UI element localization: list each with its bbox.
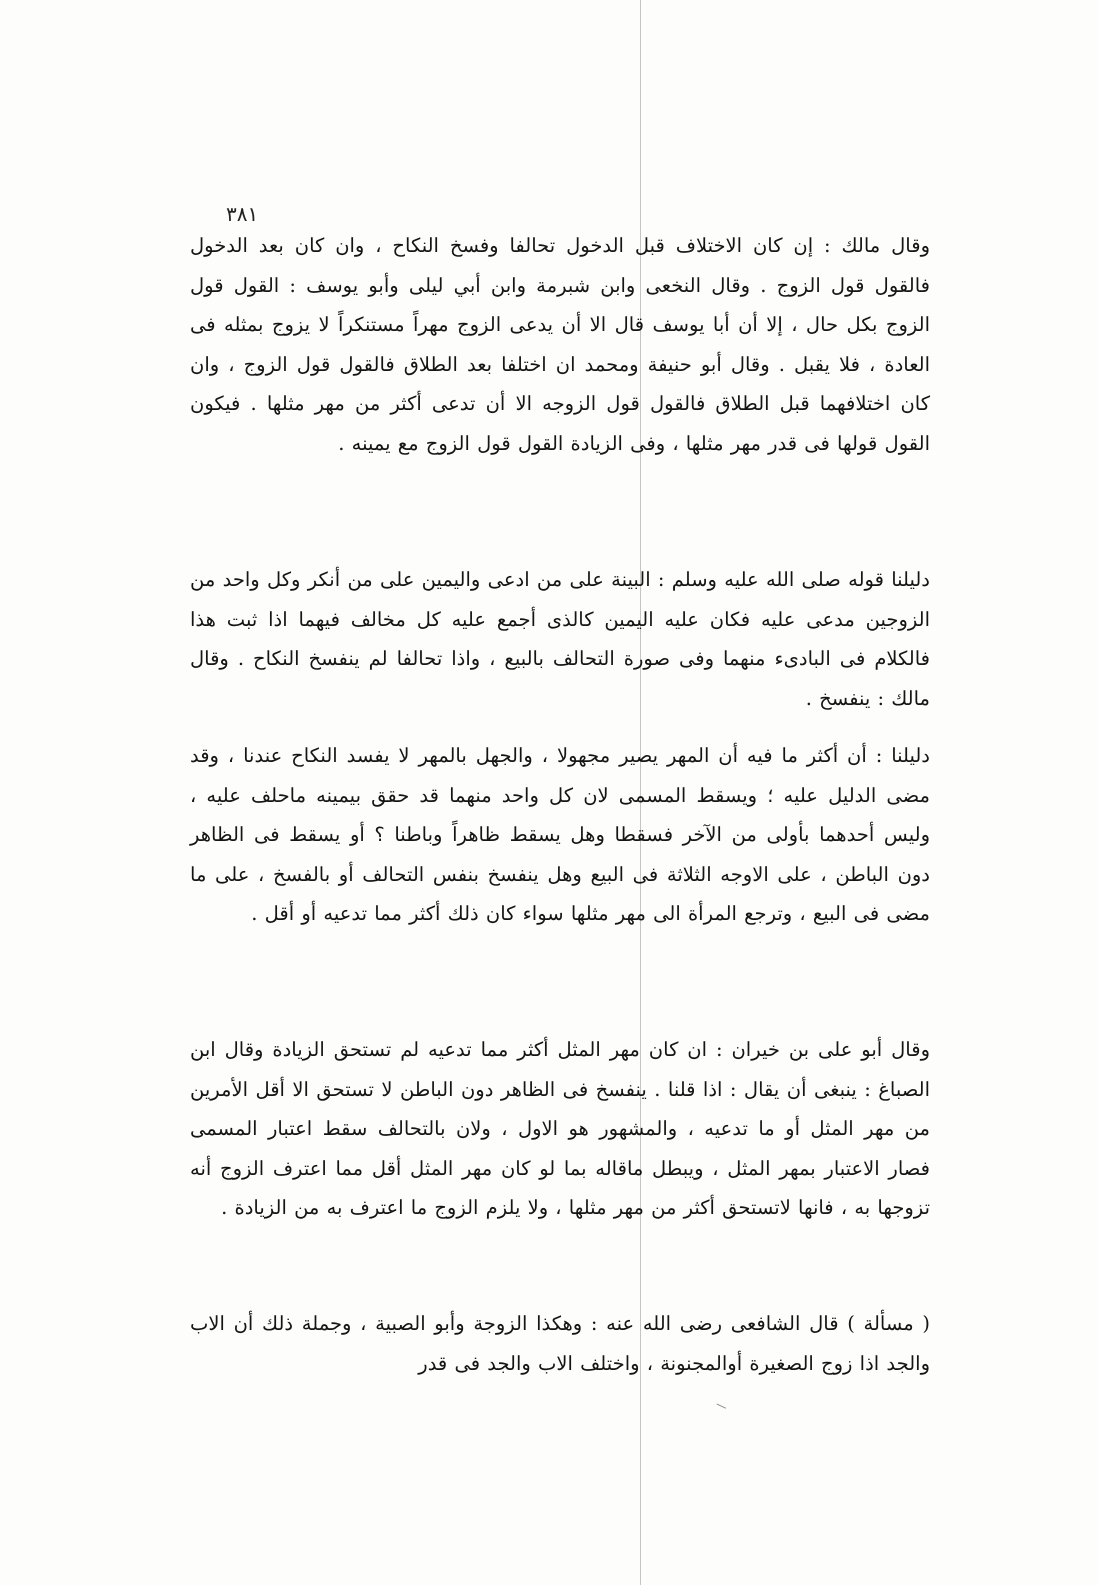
page-number: ٣٨١ bbox=[226, 202, 259, 226]
paragraph-text: ( مسألة ) قال الشافعى رضى الله عنه : وهكذا الزوجة وأبو الصبية ، وجملة ذلك أن الاب والجد اذا زوج الصغيرة أوالمجنونة ، واختلف الاب والجد فى قدر bbox=[190, 1312, 930, 1375]
scan-mark bbox=[717, 1396, 730, 1408]
paragraph-text: وقال مالك : إن كان الاختلاف قبل الدخول تحالفا وفسخ النكاح ، وان كان بعد الدخول فالقول قول الزوج . وقال النخعى وابن شبرمة وابن أبي ليلى وأبو يوسف : القول قول الزوج بكل حال ، إلا أن أبا يوسف قال الا أن يدعى الزوج مهراً مستنكراً لا يزوج بمثله فى العادة ، فلا يقبل . وقال أبو حنيفة ومحمد ان اختلفا بعد الطلاق فالقول قول الزوج ، وان كان اختلافهما قبل الطلاق فالقول قول الزوجه الا أن تدعى أكثر من مهر مثلها . فيكون القول قولها فى قدر مهر مثلها ، وفى الزيادة القول قول الزوج مع يمينه . bbox=[190, 234, 930, 455]
paragraph-text: وقال أبو على بن خيران : ان كان مهر المثل أكثر مما تدعيه لم تستحق الزيادة وقال ابن الصباغ : ينبغى أن يقال : اذا قلنا . ينفسخ فى الظاهر دون الباطن لا تستحق الا أقل الأمرين من مهر المثل أو ما تدعيه ، والمشهور هو الاول ، ولان بالتحالف سقط اعتبار المسمى فصار الاعتبار بمهر المثل ، ويبطل ماقاله بما لو كان مهر المثل أقل مما اعترف الزوج أنه تزوجها به ، فانها لاتستحق أكثر من مهر مثلها ، ولا يلزم الزوج ما اعترف به من الزيادة . bbox=[190, 1038, 930, 1220]
paragraph-3 bbox=[190, 736, 930, 934]
paragraph-2 bbox=[190, 560, 930, 718]
paragraph-5 bbox=[190, 1304, 930, 1383]
paragraph-4 bbox=[190, 1030, 930, 1228]
paragraph-1 bbox=[190, 226, 930, 464]
paragraph-text: دليلنا : أن أكثر ما فيه أن المهر يصير مجهولا ، والجهل بالمهر لا يفسد النكاح عندنا ، وقد مضى الدليل عليه ؛ ويسقط المسمى لان كل واحد منهما قد حقق بيمينه ماحلف عليه ، وليس أحدهما بأولى من الآخر فسقطا وهل يسقط ظاهراً وباطنا ؟ أو يسقط فى الظاهر دون الباطن ، على الاوجه الثلاثة فى البيع وهل ينفسخ بنفس التحالف أو بالفسخ ، على ما مضى فى البيع ، وترجع المرأة الى مهر مثلها سواء كان ذلك أكثر مما تدعيه أو أقل . bbox=[190, 744, 930, 926]
paragraph-text: دليلنا قوله صلى الله عليه وسلم : البينة على من ادعى واليمين على من أنكر وكل واحد من الزوجين مدعى عليه فكان عليه اليمين كالذى أجمع عليه كل مخالف فيهما اذا ثبت هذا فالكلام فى البادىء منهما وفى صورة التحالف بالبيع ، واذا تحالفا لم ينفسخ النكاح . وقال مالك : ينفسخ . bbox=[190, 568, 930, 710]
